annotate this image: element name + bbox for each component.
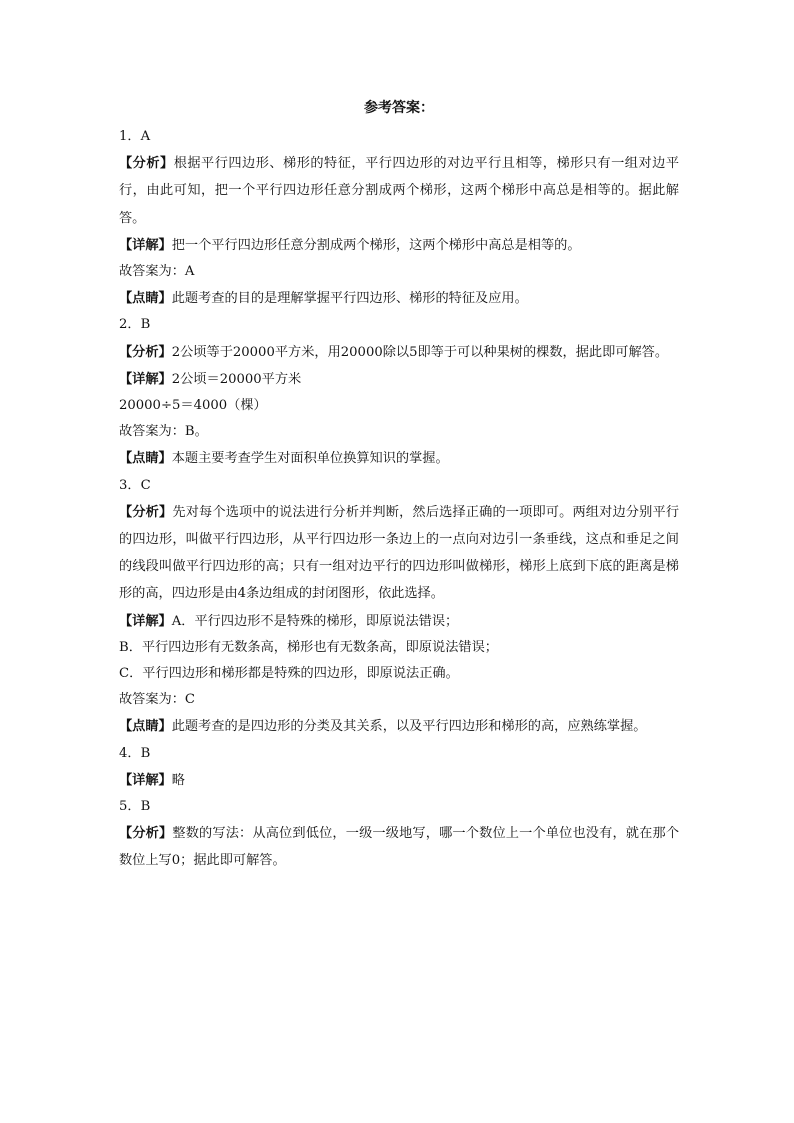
section-tag: 【点睛】 [119, 719, 172, 735]
section-tag: 【分析】 [119, 504, 173, 520]
answer-line: B．平行四边形有无数条高，梯形也有无数条高，即原说法错误； [119, 639, 498, 655]
question-number: 3．C [119, 477, 151, 493]
section-tag: 【详解】 [119, 237, 172, 253]
paragraph-text: 先对每个选项中的说法进行分析并判断，然后选择正确的一项即可。两组对边分别平行的四边形，叫做平行四边形，从平行四边形一条边上的一点向对边引一条垂线，这点和垂足之间的线段叫做平行四边形的高；只有一组对边平行的四边形叫做梯形，梯形上底到下底的距离是梯形的高，四边形是由4条边组成的封闭图形，依此选择。 [119, 504, 680, 602]
answer-paragraph [119, 767, 679, 794]
question-number: 4．B [119, 745, 151, 761]
section-tag: 【详解】 [119, 772, 172, 788]
answer-paragraph [119, 713, 679, 740]
answer-line: 故答案为：B。 [119, 424, 208, 440]
answer-content [119, 98, 679, 875]
section-tag: 【详解】 [119, 371, 172, 387]
paragraph-text: 根据平行四边形、梯形的特征，平行四边形的对边平行且相等，梯形只有一组对边平行，由此可知，把一个平行四边形任意分割成两个梯形，这两个梯形中高总是相等的。据此解答。 [119, 156, 680, 226]
answer-paragraph [119, 285, 679, 312]
answer-paragraph [119, 366, 679, 393]
section-tag: 【详解】 [119, 613, 172, 629]
question-number: 5．B [119, 799, 151, 815]
section-tag: 【分析】 [119, 344, 172, 360]
answer-paragraph [119, 339, 679, 366]
paragraph-text: A．平行四边形不是特殊的梯形，即原说法错误； [171, 613, 459, 629]
answer-paragraph [119, 608, 679, 635]
paragraph-text: 本题主要考查学生对面积单位换算知识的掌握。 [171, 451, 449, 467]
paragraph-text: 把一个平行四边形任意分割成两个梯形，这两个梯形中高总是相等的。 [171, 237, 581, 253]
answer-line: 20000÷5＝4000（棵） [119, 398, 267, 414]
paragraph-text: 2公顷＝20000平方米 [171, 371, 302, 387]
section-tag: 【点睛】 [119, 451, 172, 467]
answer-blocks [119, 124, 679, 875]
answer-paragraph [119, 150, 679, 232]
paragraph-text: 整数的写法：从高位到低位，一级一级地写，哪一个数位上一个单位也没有，就在那个数位上写0；据此即可解答。 [119, 826, 680, 869]
paragraph-text: 此题考查的目的是理解掌握平行四边形、梯形的特征及应用。 [171, 291, 528, 307]
section-tag: 【分析】 [119, 826, 173, 842]
page-title: 参考答案： [364, 100, 434, 116]
question-number: 1．A [119, 129, 151, 144]
answer-line: 故答案为：A [119, 264, 195, 280]
answer-line: C．平行四边形和梯形都是特殊的四边形，即原说法正确。 [119, 666, 459, 682]
paragraph-text: 此题考查的是四边形的分类及其关系，以及平行四边形和梯形的高，应熟练掌握。 [171, 719, 647, 735]
answer-paragraph [119, 499, 679, 608]
question-number: 2．B [119, 317, 151, 333]
paragraph-text: 2公顷等于20000平方米，用20000除以5即等于可以种果树的棵数，据此即可解答。 [171, 344, 669, 360]
answer-line: 故答案为：C [119, 692, 196, 708]
answer-paragraph [119, 232, 679, 259]
section-tag: 【分析】 [119, 156, 174, 172]
answer-paragraph [119, 445, 679, 472]
section-tag: 【点睛】 [119, 291, 172, 307]
answer-paragraph [119, 820, 679, 874]
paragraph-text: 略 [171, 772, 185, 788]
